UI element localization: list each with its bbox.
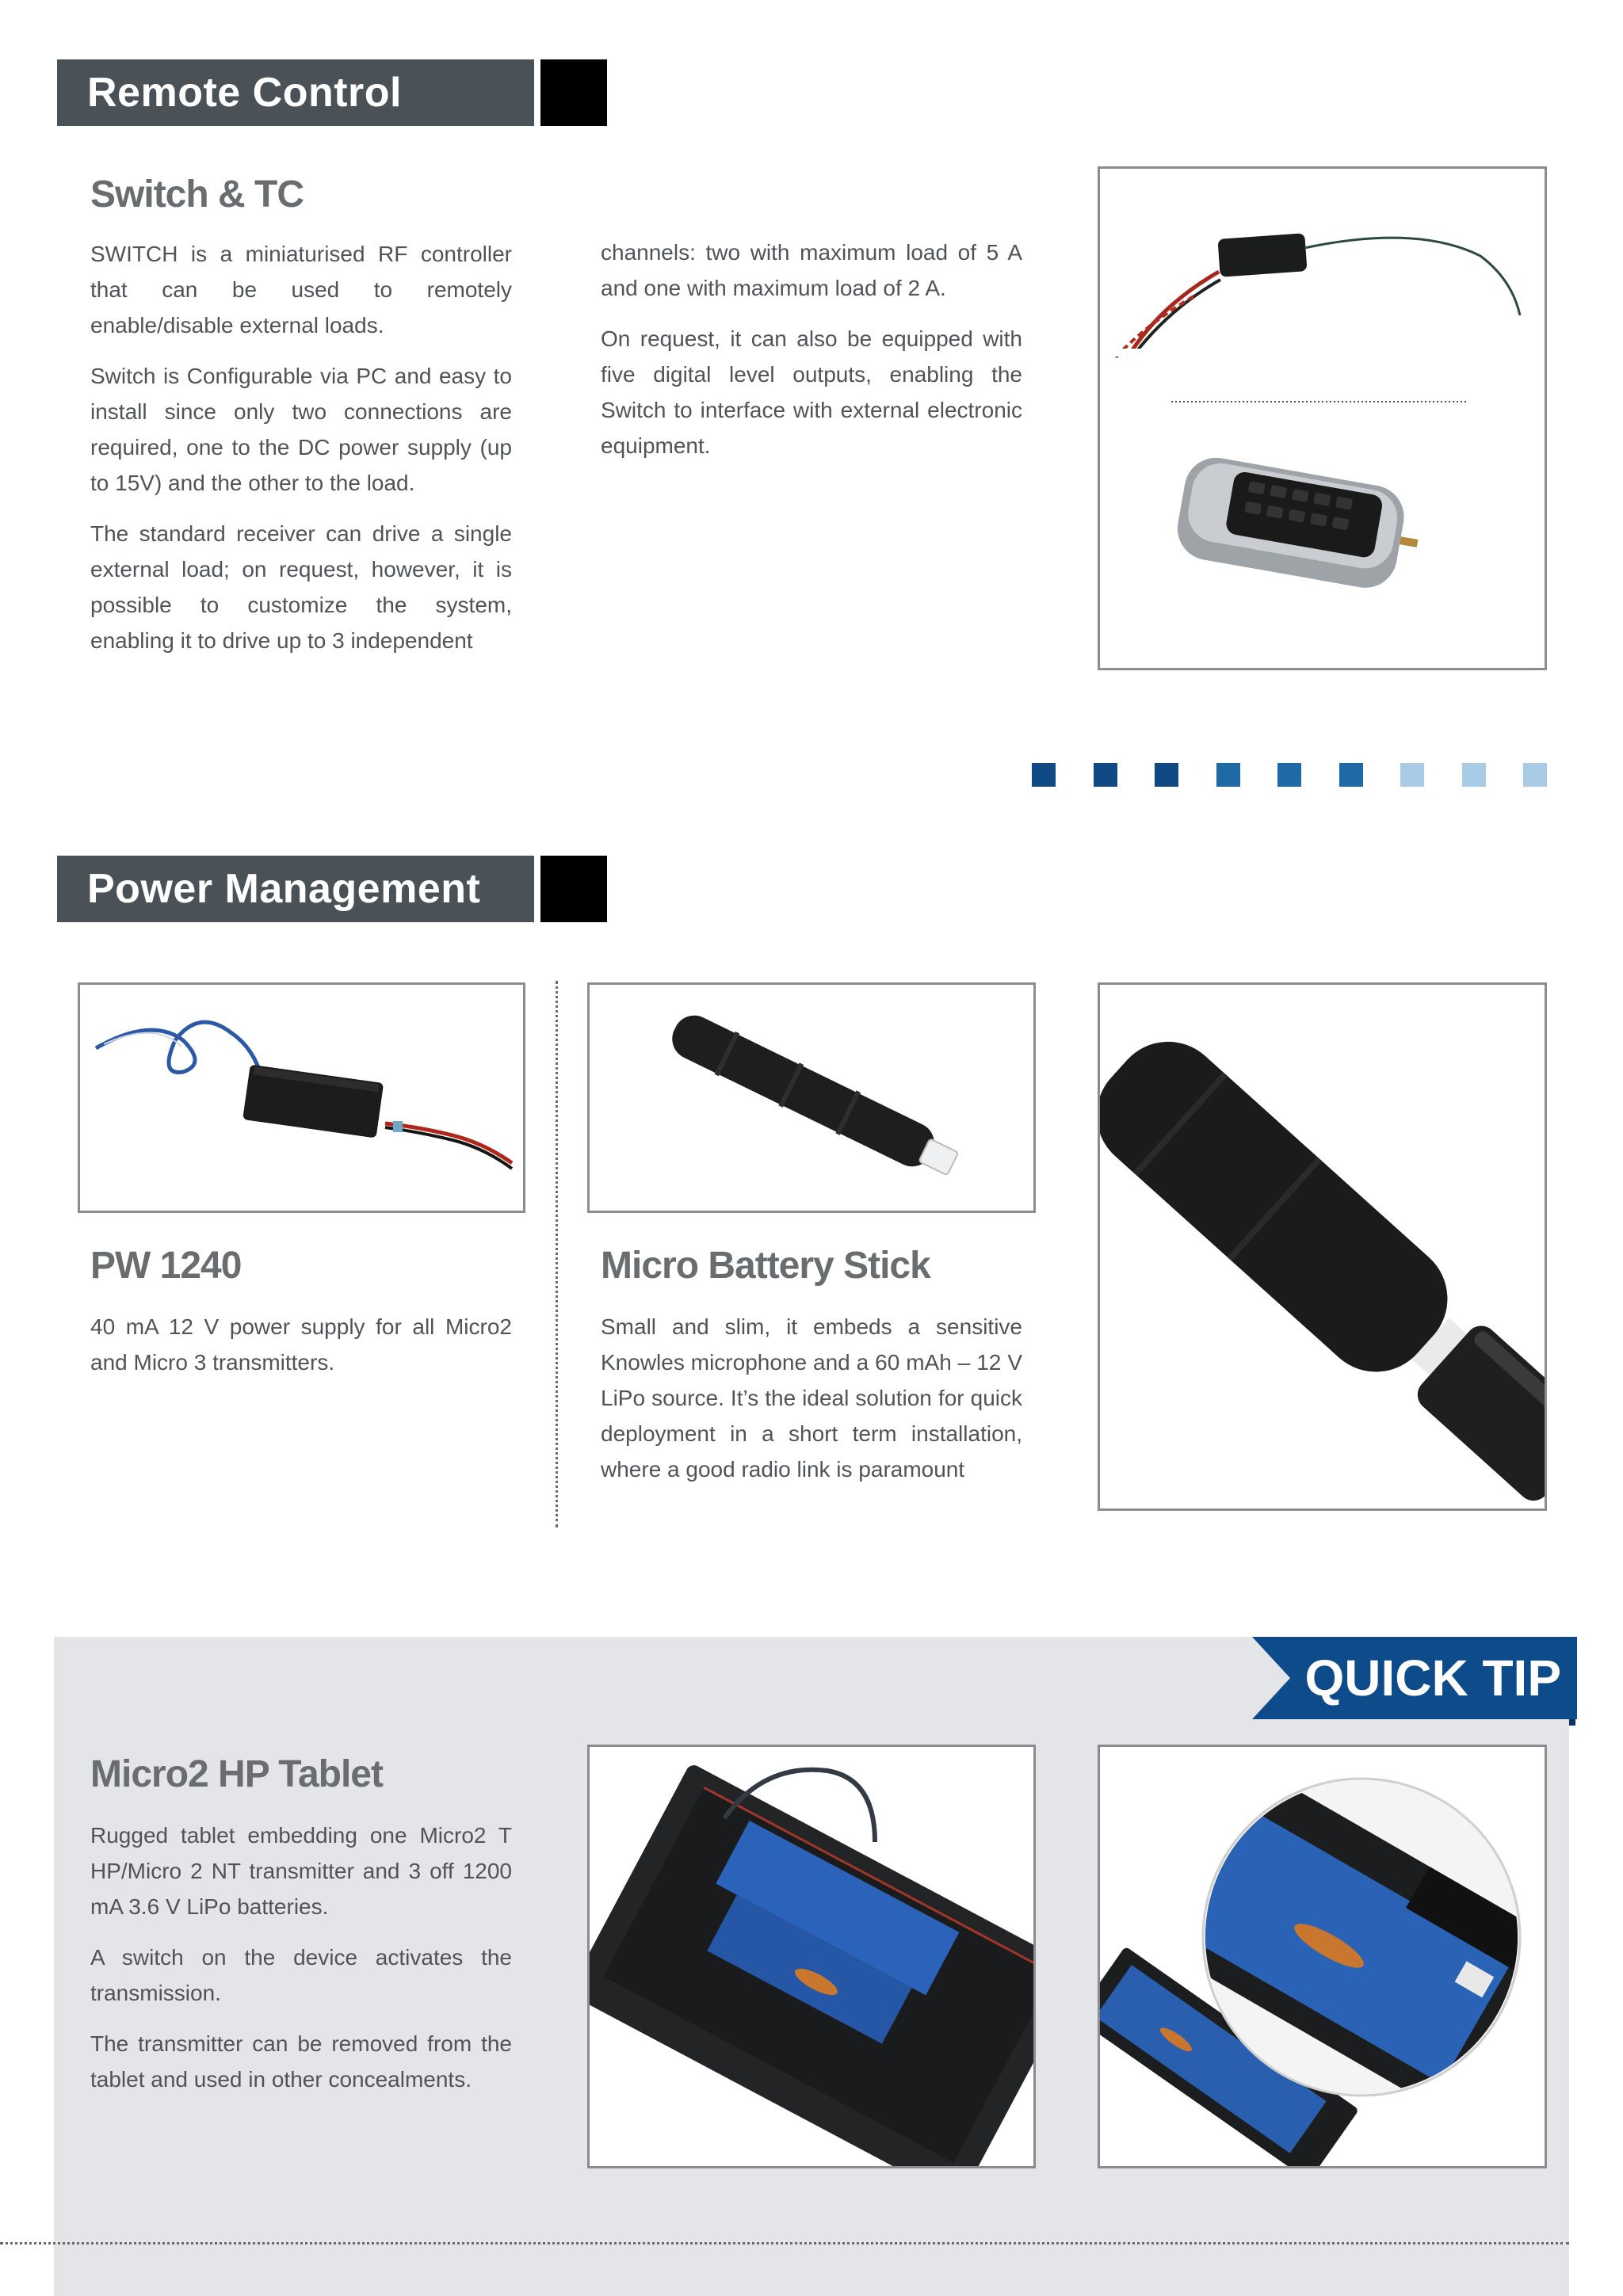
square-2 (1094, 763, 1117, 787)
square-9 (1523, 763, 1547, 787)
square-6 (1339, 763, 1363, 787)
section-header-block (540, 59, 607, 126)
quick-tip-label: QUICK TIP (1304, 1650, 1561, 1707)
square-3 (1155, 763, 1178, 787)
paragraph: SWITCH is a miniaturised RF controller that can be used to remotely enable/disable external loads. (90, 242, 512, 338)
bottom-dotted-rule (0, 2242, 1569, 2245)
paragraph: Switch is Configurable via PC and easy to install since only two connections are required, one to the DC power supply (up to 15V) and the other to the load. (90, 364, 512, 495)
section-title: Remote Control (87, 70, 402, 116)
product-title-tablet: Micro2 HP Tablet (90, 1753, 383, 1795)
paragraph: 40 mA 12 V power supply for all Micro2 and Micro 3 transmitters. (90, 1314, 512, 1375)
battery-stick-closeup-photo (1098, 982, 1547, 1511)
square-4 (1216, 763, 1240, 787)
pw1240-photo (78, 982, 525, 1213)
paragraph: On request, it can also be equipped with five digital level outputs, enabling the Switch to interface with external electronic equipment. (601, 326, 1022, 458)
switch-photo (1098, 166, 1547, 670)
section-title: Power Management (87, 866, 481, 912)
battery-stick-description (601, 1309, 1022, 1502)
square-5 (1277, 763, 1301, 787)
square-8 (1462, 763, 1486, 787)
square-7 (1400, 763, 1424, 787)
product-title-battery-stick: Micro Battery Stick (601, 1245, 930, 1287)
tablet-description (90, 1817, 512, 2112)
paragraph: channels: two with maximum load of 5 A and one with maximum load of 2 A. (601, 240, 1022, 300)
paragraph: Rugged tablet embedding one Micro2 T HP/Micro 2 NT transmitter and 3 off 1200 mA 3.6 V LiPo batteries. (90, 1823, 512, 1919)
column-separator (556, 981, 558, 1527)
product-title-switch: Switch & TC (90, 174, 304, 215)
paragraph: Small and slim, it embeds a sensitive Knowles microphone and a 60 mAh – 12 V LiPo source. It’s the ideal solution for quick deployment in a short term installation, where a good radio link is paramount (601, 1314, 1022, 1482)
pw1240-description (90, 1309, 512, 1395)
section-header-block (540, 856, 607, 922)
tablet-detail-photo (1098, 1745, 1547, 2168)
paragraph: The transmitter can be removed from the tablet and used in other concealments. (90, 2031, 512, 2092)
switch-description-col2 (601, 235, 1022, 479)
switch-description-col1 (90, 236, 512, 673)
section-header-remote-control (57, 59, 534, 126)
product-title-pw1240: PW 1240 (90, 1245, 242, 1287)
paragraph: A switch on the device activates the transmission. (90, 1945, 512, 2005)
square-1 (1032, 763, 1056, 787)
tablet-photo (587, 1745, 1036, 2168)
paragraph: The standard receiver can drive a single external load; on request, however, it is possible to customize the system, enabling it to drive up to 3 independent (90, 521, 512, 653)
section-header-power-management (57, 856, 534, 922)
battery-stick-photo (587, 982, 1036, 1213)
